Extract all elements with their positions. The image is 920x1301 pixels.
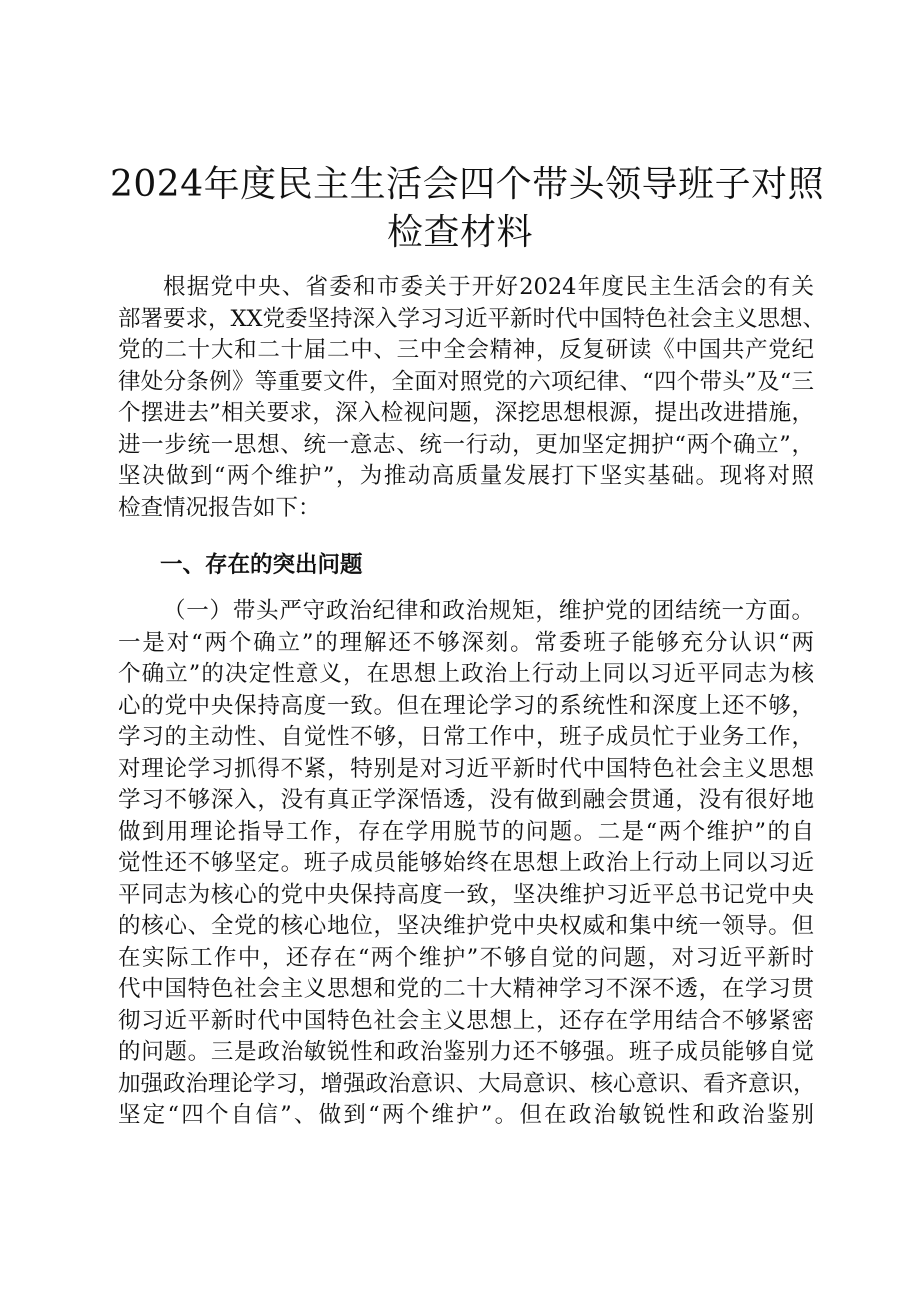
- body-line: 学习不够深入，没有真正学深悟透，没有做到融会贯通，没有很好地: [118, 787, 814, 813]
- body-line: 代中国特色社会主义思想和党的二十大精神学习不深不透，在学习贯: [118, 976, 814, 1002]
- body-line: 学习的主动性、自觉性不够，日常工作中，班子成员忙于业务工作，: [118, 724, 814, 750]
- body-line: 觉性还不够坚定。班子成员能够始终在思想上政治上行动上同以习近: [118, 850, 814, 876]
- body-line: 个确立”的决定性意义，在思想上政治上行动上同以习近平同志为核: [118, 661, 814, 687]
- body-line: 一是对“两个确立”的理解还不够深刻。常委班子能够充分认识“两: [118, 629, 814, 656]
- body-line: 平同志为核心的党中央保持高度一致，坚决维护习近平总书记党中央: [118, 881, 814, 908]
- body-line: 彻习近平新时代中国特色社会主义思想上，还存在学用结合不够紧密: [118, 1007, 814, 1034]
- body-line: 在实际工作中，还存在“两个维护”不够自觉的问题，对习近平新时: [118, 944, 814, 971]
- intro-line: 党的二十大和二十届二中、三中全会精神，反复研读《中国共产党纪: [118, 337, 814, 363]
- intro-line: 个摆进去”相关要求，深入检视问题，深挖思想根源，提出改进措施，: [118, 400, 814, 426]
- intro-paragraph: [118, 272, 826, 524]
- document-title-line-2: 检查材料: [386, 212, 533, 253]
- body-line: 坚定“四个自信”、做到“两个维护”。但在政治敏锐性和政治鉴别: [118, 1102, 814, 1128]
- body-line: 的问题。三是政治敏锐性和政治鉴别力还不够强。班子成员能够自觉: [118, 1039, 814, 1065]
- section-heading: 一、存在的突出问题: [160, 552, 363, 578]
- body-line: （一）带头严守政治纪律和政治规矩，维护党的团结统一方面。: [163, 598, 814, 624]
- body-line: 的核心、全党的核心地位，坚决维护党中央权威和集中统一领导。但: [118, 913, 814, 939]
- intro-line: 部署要求，XX党委坚持深入学习习近平新时代中国特色社会主义思想、: [118, 305, 826, 332]
- intro-line: 根据党中央、省委和市委关于开好2024年度民主生活会的有关: [163, 274, 814, 300]
- intro-line: 坚决做到“两个维护”，为推动高质量发展打下坚实基础。现将对照: [118, 463, 814, 489]
- intro-line: 律处分条例》等重要文件，全面对照党的六项纪律、“四个带头”及“三: [118, 368, 814, 395]
- document-title-line-1: 2024年度民主生活会四个带头领导班子对照: [110, 164, 825, 205]
- intro-line: 进一步统一思想、统一意志、统一行动，更加坚定拥护“两个确立”，: [118, 431, 814, 458]
- intro-line: 检查情况报告如下：: [118, 494, 321, 521]
- body-line: 做到用理论指导工作，存在学用脱节的问题。二是“两个维护”的自: [118, 818, 814, 845]
- body-line: 心的党中央保持高度一致。但在理论学习的系统性和深度上还不够，: [118, 692, 814, 719]
- body-line: 对理论学习抓得不紧，特别是对习近平新时代中国特色社会主义思想: [118, 755, 814, 782]
- body-paragraph: [118, 596, 814, 1132]
- body-line: 加强政治理论学习，增强政治意识、大局意识、核心意识、看齐意识，: [118, 1070, 816, 1097]
